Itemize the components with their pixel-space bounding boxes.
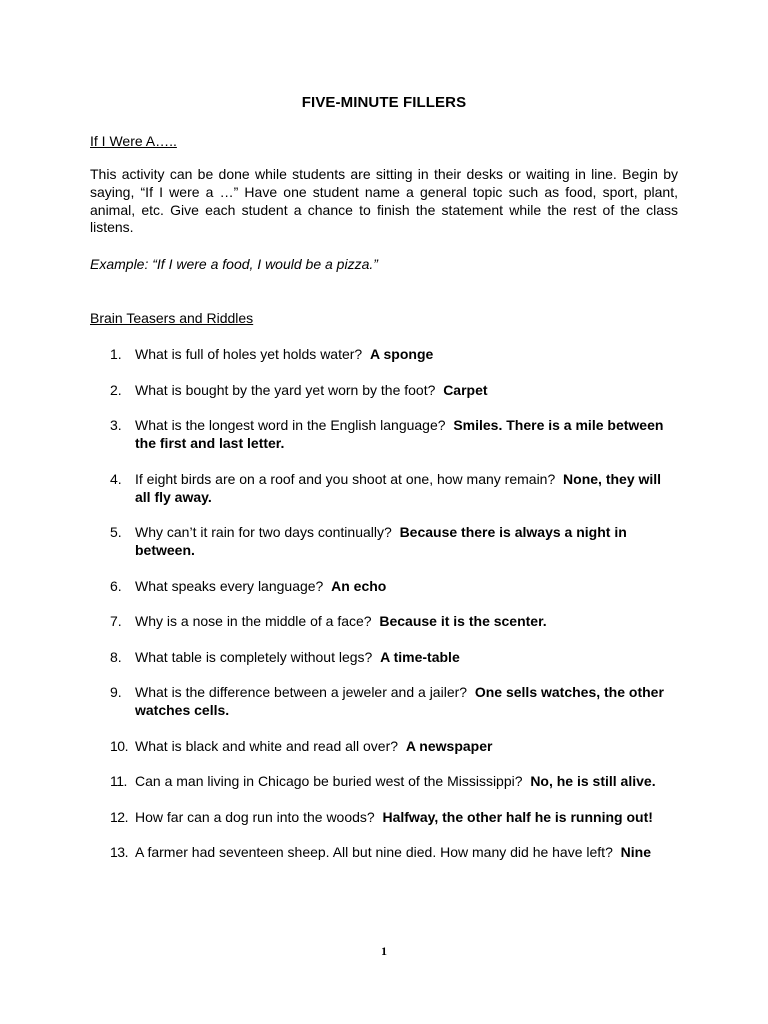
item-number: 7. [110,613,122,629]
list-item [90,416,678,452]
item-number: 3. [110,417,122,433]
riddle-question: What is the difference between a jeweler and a jailer? [135,684,468,700]
riddle-answer: Nine [620,844,651,860]
list-item [90,523,678,559]
list-item [90,737,678,755]
riddle-answer: Because there is always a night in between. [135,524,627,558]
riddle-question: Why is a nose in the middle of a face? [135,613,372,629]
list-item [90,772,678,790]
riddle-question: What is bought by the yard yet worn by the foot? [135,381,436,398]
section-heading-brain-teasers: Brain Teasers and Riddles [90,310,254,326]
riddle-answer: Carpet [443,381,488,398]
riddle-question: What table is completely without legs? [135,648,373,665]
riddle-answer: A sponge [370,346,434,362]
item-number: 6. [110,577,122,594]
riddle-answer: A time-table [380,648,460,665]
riddle-question: What speaks every language? [135,577,324,594]
riddle-question: Can a man living in Chicago be buried west of the Mississippi? [135,773,523,789]
riddle-answer: A newspaper [405,737,493,754]
list-item [90,612,678,630]
riddle-question: What is the longest word in the English language? [135,417,446,433]
riddle-question: What is black and white and read all over? [135,737,399,754]
document-title: FIVE-MINUTE FILLERS [301,94,467,111]
list-item [90,843,678,861]
riddle-question: If eight birds are on a roof and you shoot at one, how many remain? [135,470,556,487]
item-number: 13. [110,844,128,860]
activity-paragraph: This activity can be done while students are sitting in their desks or waiting in line. Begin by saying, “If I were a …” Have one student name a general topic such as food, sport, plant, animal, etc. Give each student a chance to finish the statement while the rest of the class listens. [90,166,678,236]
list-item [90,470,678,506]
item-number: 2. [110,381,122,398]
riddle-question: How far can a dog run into the woods? [135,808,375,825]
list-item [90,381,678,399]
list-item [90,808,678,826]
list-item [90,345,678,363]
riddle-question: A farmer had seventeen sheep. All but nine died. How many did he have left? [135,844,613,860]
item-number: 12. [110,808,128,825]
section-heading-if-i-were-a: If I Were A….. [90,133,177,149]
riddle-answer: No, he is still alive. [530,773,656,789]
item-number: 11. [110,773,127,789]
item-number: 10. [110,737,128,754]
riddle-answer: One sells watches, the other watches cells. [135,684,664,718]
list-item [90,577,678,595]
riddle-question: What is full of holes yet holds water? [135,346,363,362]
page-number: 1 [381,944,387,958]
riddle-answer: Because it is the scenter. [379,613,547,629]
riddle-answer: Smiles. There is a mile between the first and last letter. [135,417,664,451]
item-number: 4. [110,470,122,487]
riddle-answer: An echo [331,577,387,594]
riddle-answer: Halfway, the other half he is running out! [382,808,653,825]
list-item [90,683,678,719]
list-item [90,648,678,666]
item-number: 1. [110,346,122,362]
riddle-question: Why can’t it rain for two days continually? [135,524,392,540]
example-text: Example: “If I were a food, I would be a pizza.” [90,256,378,272]
riddle-answer: None, they will all fly away. [135,470,662,505]
riddle-list [90,345,678,879]
item-number: 9. [110,684,122,700]
item-number: 8. [110,648,122,665]
item-number: 5. [110,524,122,540]
